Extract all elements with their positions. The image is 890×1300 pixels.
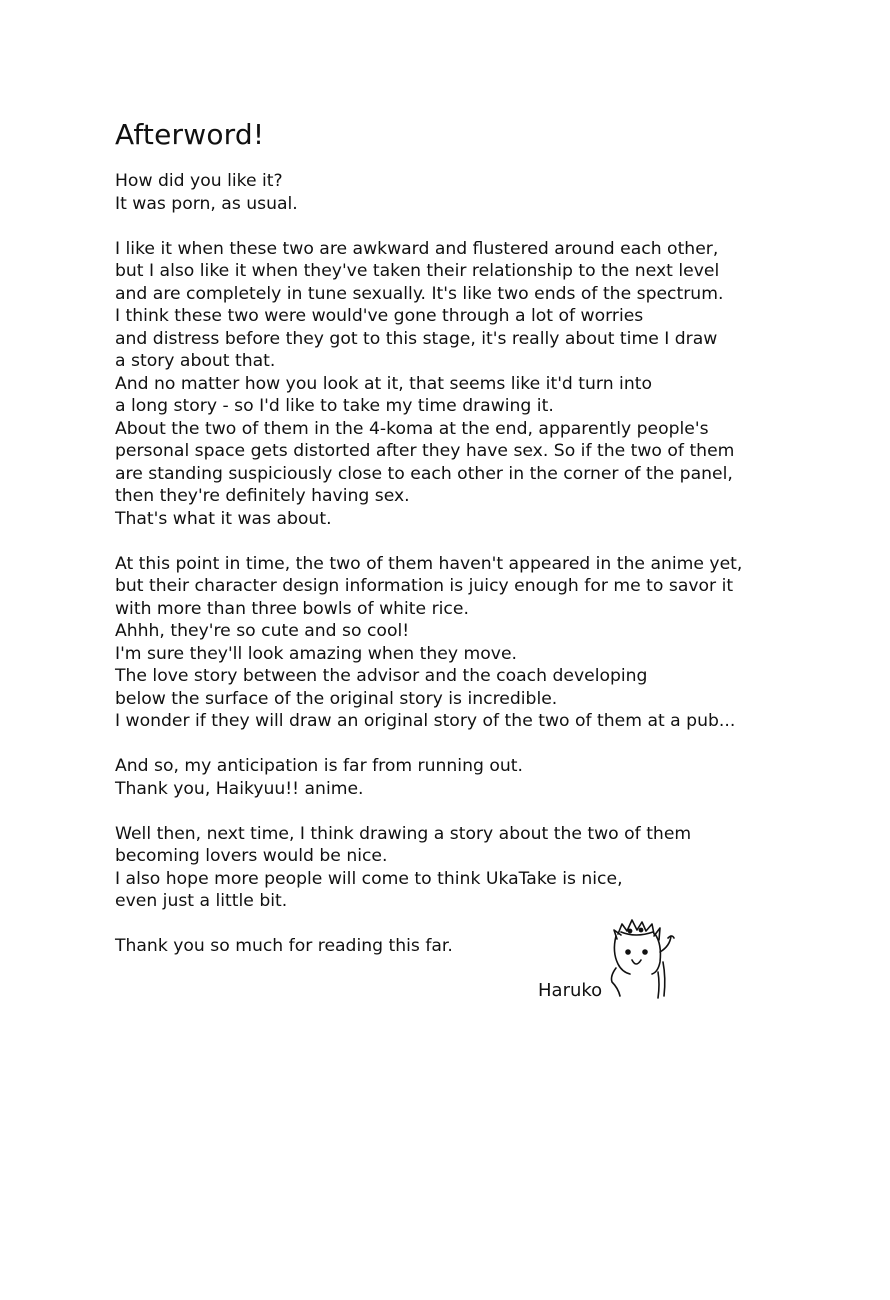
paragraph [115, 935, 815, 958]
text-line: personal space gets distorted after they have sex. So if the two of them [115, 441, 735, 461]
text-line: How did you like it? [115, 171, 283, 191]
paragraph [115, 238, 815, 531]
cat-doodle-icon [608, 912, 678, 1004]
signature-block [538, 910, 688, 1010]
text-line: Ahhh, they're so cute and so cool! [115, 621, 410, 641]
text-line: even just a little bit. [115, 891, 288, 911]
text-line: with more than three bowls of white rice. [115, 598, 469, 619]
text-line: I think these two were would've gone through a lot of worries [115, 306, 644, 326]
text-line: I also hope more people will come to think UkaTake is nice, [115, 868, 623, 889]
text-line: and distress before they got to this stage, it's really about time I draw [115, 328, 718, 349]
afterword-body [115, 170, 815, 980]
text-line: It was porn, as usual. [115, 193, 298, 214]
text-line: I wonder if they will draw an original story of the two of them at a pub... [115, 711, 736, 731]
text-line: but I also like it when they've taken their relationship to the next level [115, 261, 720, 281]
text-line: but their character design information is juicy enough for me to savor it [115, 576, 734, 596]
text-line: That's what it was about. [115, 508, 332, 529]
author-signature: Haruko [538, 980, 603, 1001]
text-line: I like it when these two are awkward and flustered around each other, [115, 238, 719, 259]
paragraph [115, 553, 815, 733]
text-line: are standing suspiciously close to each other in the corner of the panel, [115, 463, 733, 484]
text-line: Thank you, Haikyuu!! anime. [115, 778, 364, 799]
page-title: Afterword! [115, 118, 265, 151]
text-line: and are completely in tune sexually. It's like two ends of the spectrum. [115, 283, 724, 304]
text-line: Well then, next time, I think drawing a story about the two of them [115, 823, 692, 844]
text-line: a story about that. [115, 351, 276, 371]
text-line: And no matter how you look at it, that seems like it'd turn into [115, 373, 652, 394]
text-line: I'm sure they'll look amazing when they move. [115, 643, 517, 664]
paragraph [115, 755, 815, 800]
paragraph [115, 823, 815, 913]
paragraph [115, 170, 815, 215]
text-line: then they're definitely having sex. [115, 486, 410, 506]
text-line: The love story between the advisor and the coach developing [115, 666, 648, 686]
text-line: below the surface of the original story is incredible. [115, 688, 558, 709]
text-line: And so, my anticipation is far from running out. [115, 756, 523, 776]
text-line: About the two of them in the 4-koma at the end, apparently people's [115, 418, 709, 439]
text-line: becoming lovers would be nice. [115, 846, 388, 866]
text-line: a long story - so I'd like to take my time drawing it. [115, 396, 554, 416]
text-line: At this point in time, the two of them haven't appeared in the anime yet, [115, 553, 743, 574]
text-line: Thank you so much for reading this far. [115, 936, 453, 956]
